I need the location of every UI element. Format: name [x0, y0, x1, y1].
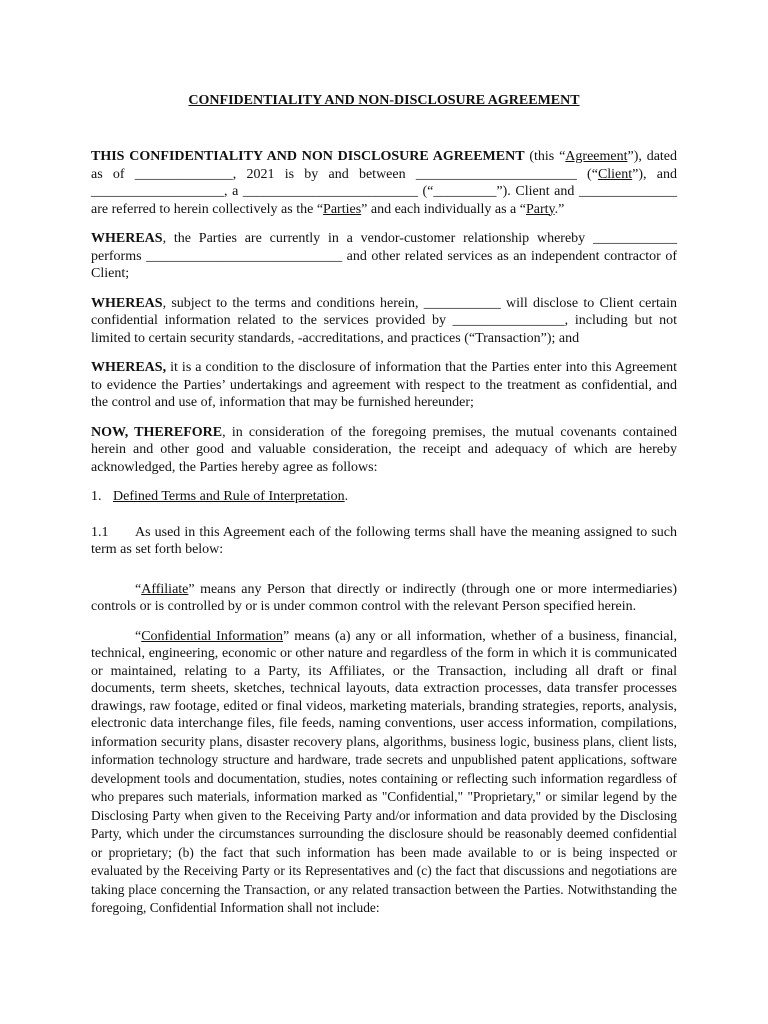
intro-paragraph: [91, 148, 677, 218]
client-term: Client: [597, 166, 633, 182]
whereas-lead-2: WHEREAS: [91, 295, 163, 311]
affiliate-term: Affiliate: [141, 581, 189, 597]
now-therefore-paragraph: [91, 424, 677, 477]
affiliate-open-quote: “: [135, 581, 142, 597]
now-therefore-lead: NOW, THEREFORE: [91, 424, 223, 440]
intro-text-4: ” and each individually as a “: [361, 201, 526, 217]
whereas-paragraph-2: [91, 295, 677, 348]
whereas-lead-3: WHEREAS,: [91, 360, 167, 375]
section-1-title-end: .: [344, 489, 349, 504]
whereas-text-3: it is a condition to the disclosure of information that the Parties enter into this Agreement to evidence the Parties’ undertakings and agreement with respect to the treatment as confidential, and the control and use of, information that may be furnished hereunder;: [91, 360, 677, 410]
parties-term: Parties: [323, 201, 362, 217]
affiliate-text: ” means any Person that directly or indirectly (through one or more intermediaries) controls or is controlled by or is under common control with the relevant Person specified herein.: [91, 581, 677, 614]
section-1-1-number: 1.1: [91, 524, 109, 540]
intro-text-5: .”: [554, 201, 565, 217]
whereas-text-2: , subject to the terms and conditions herein, ___________ will disclose to Client certain confidential information related to the services provided by ________________, including but not limited to certain security standards, -accreditations, and practices (“Transaction”); and: [91, 295, 677, 346]
intro-text-2: ”), dated as of ______________, 2021 is by and between _______________________ (“: [91, 149, 678, 182]
document-body: [91, 148, 677, 918]
confidential-information-term: Confidential Information: [141, 628, 284, 644]
confidential-text-tail: business logic, business plans, client lists, information technology structure and hardware, trade secrets and unpublished patent applications, software development tools and documentation, studies, notes containing or reflecting such information regardless of who prepares such materials, information marked as "Confidential," "Proprietary," or similar legend by the Disclosing Party when given to the Receiving Party and/or information and data provided by the Disclosing Party, which under the circumstances surrounding the disclosure should be reasonably deemed confidential or proprietary; (b) the fact that such information has been made available to or is being inspected or evaluated by the Receiving Party or its Representatives and (c) the fact that discussions and negotiations are taking place concerning the Transaction, or any related transaction between the Parties. Notwithstanding the foregoing, Confidential Information shall not include:: [91, 733, 677, 915]
confidential-text: ” means (a) any or all information, whether of a business, financial, technical, engineering, economic or other nature and regardless of the form in which it is communicated or maintained, relating to a Party, its Affiliates, or the Transaction, including all draft or final documents, term sheets, sketches, technical layouts, data extraction processes, data transfer processes drawings, raw footage, edited or final videos, marketing materials, branding strategies, reports, analysis, electronic data interchange files, file feeds, naming conventions, user access information, compilations, information security plans, disaster recovery plans, algorithms,: [91, 628, 678, 750]
party-term: Party: [525, 201, 555, 217]
whereas-paragraph-1: [91, 230, 677, 283]
whereas-lead-1: WHEREAS: [91, 231, 163, 246]
intro-lead: THIS CONFIDENTIALITY AND NON DISCLOSURE AGREEMENT: [91, 149, 525, 164]
agreement-term: Agreement: [565, 149, 628, 164]
section-1-1-paragraph: [91, 524, 677, 559]
section-1-title: Defined Terms and Rule of Interpretation: [113, 489, 345, 504]
whereas-paragraph-3: [91, 359, 677, 412]
affiliate-definition: [91, 581, 677, 616]
confidential-open-quote: “: [135, 628, 142, 644]
whereas-text-1: , the Parties are currently in a vendor-customer relationship whereby ____________ performs ____________________________ and other related services as an independent contractor of Client;: [91, 231, 677, 281]
now-therefore-text: , in consideration of the foregoing premises, the mutual covenants contained herein and other good and valuable consideration, the receipt and adequacy of which are hereby acknowledged, the Parties hereby agree as follows:: [91, 424, 677, 475]
confidential-information-definition: [91, 628, 677, 918]
intro-text-3: ”), and ___________________, a _________________________ (“_________”). Client and ______________ are referred to herein collectively as the “: [91, 166, 677, 217]
intro-text-1: (this “: [524, 149, 566, 164]
section-1-number: 1.: [91, 489, 102, 504]
section-1-1-text: As used in this Agreement each of the following terms shall have the meaning assigned to such term as set forth below:: [91, 524, 677, 557]
section-1-heading: [91, 488, 677, 506]
page-title: CONFIDENTIALITY AND NON-DISCLOSURE AGREEMENT: [188, 93, 580, 108]
